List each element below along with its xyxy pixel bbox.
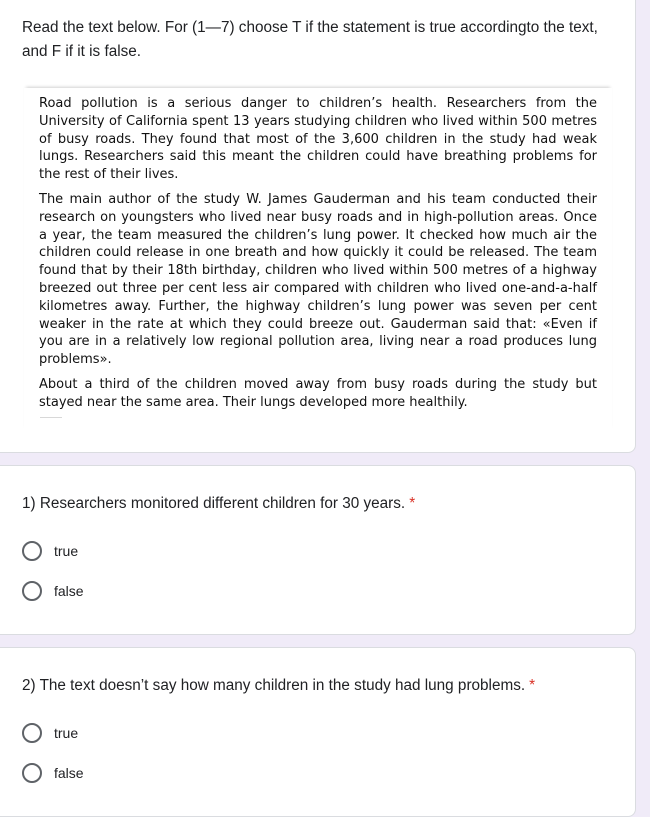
option-true[interactable] xyxy=(22,722,78,744)
question-card-1 xyxy=(0,465,636,635)
option-label: true xyxy=(54,725,79,741)
question-text: 2) The text doesn’t say how many children in the study had lung problems. xyxy=(22,677,526,694)
passage-paragraph: Road pollution is a serious danger to children’s health. Researchers from the University of California spent 13 years studying children who lived within 500 metres of busy roads. They found that most of the 3,600 children in the study had weak lungs. Researchers said this meant the children could have breathing problems for the rest of their lives. xyxy=(39,96,597,183)
passage-image xyxy=(24,88,612,432)
option-label: false xyxy=(54,583,84,599)
question-text: 1) Researchers monitored different children for 30 years. xyxy=(22,495,406,512)
radio-button[interactable] xyxy=(22,723,42,743)
passage-paragraph: About a third of the children moved away from busy roads during the study but stayed near the same area. Their lungs developed more healthily. xyxy=(39,376,597,410)
question-title xyxy=(22,675,535,697)
radio-button[interactable] xyxy=(22,763,42,783)
passage-text xyxy=(39,95,597,419)
question-card-2 xyxy=(0,647,636,817)
radio-button[interactable] xyxy=(22,541,42,561)
required-asterisk: * xyxy=(409,495,416,512)
question-title xyxy=(22,493,415,515)
passage-paragraph: The main author of the study W. James Gauderman and his team conducted their research on youngsters who lived near busy roads and in high-pollution areas. Once a year, the team measured the children’s lung power. It checked how much air the children could release in one breath and how quickly it could be released. The team found that by their 18th birthday, children who lived within 500 metres of a highway breezed out three per cent less air compared with children who lived one-and-a-half kilometres away. Further, the highway children’s lung power was seven per cent weaker in the rate at which they could breeze out. Gauderman said that: «Even if you are in a relatively low regional pollution area, living near a road produces lung problems». xyxy=(39,191,597,368)
option-false[interactable] xyxy=(22,580,84,602)
required-asterisk: * xyxy=(529,677,536,694)
option-label: false xyxy=(54,765,84,781)
option-false[interactable] xyxy=(22,762,84,784)
passage-divider xyxy=(40,417,62,418)
option-label: true xyxy=(54,543,79,559)
radio-button[interactable] xyxy=(22,581,42,601)
instructions-text: Read the text below. For (1—7) choose T if the statement is true accordingto the text, and F if it is false. xyxy=(22,19,598,60)
option-true[interactable] xyxy=(22,540,78,562)
